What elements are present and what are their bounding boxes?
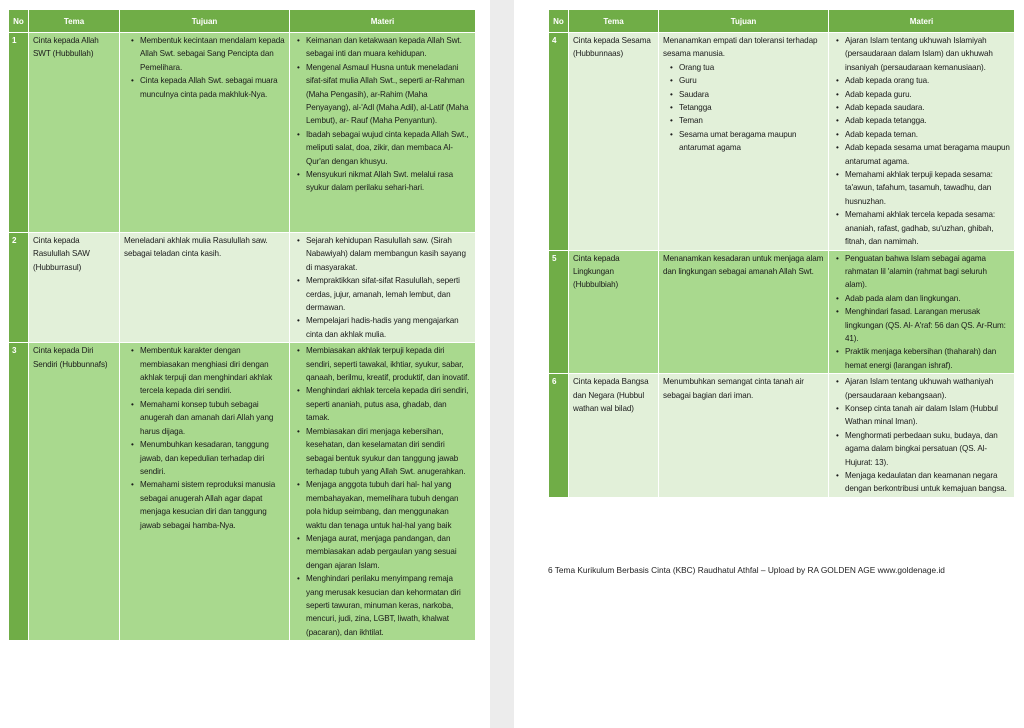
table-row [9, 343, 476, 641]
list-item: • Praktik menjaga kebersihan (thaharah) dan hemat energi (larangan ishraf). [845, 345, 1010, 372]
list-item: • Penguatan bahwa Islam sebagai agama rahmatan lil 'alamin (rahmat bagi seluruh alam). [845, 252, 1010, 292]
row-tujuan: Menumbuhkan semangat cinta tanah air sebagai bagian dari iman. [659, 374, 829, 498]
header-tujuan: Tujuan [659, 10, 829, 33]
table-row [549, 33, 1015, 251]
list-item: • Mempelajari hadis-hadis yang mengajarkan cinta dan akhlak mulia. [306, 314, 471, 341]
list-item: • Membiasakan diri menjaga kebersihan, kesehatan, dan keselamatan diri sendiri sebagai bentuk syukur dan tanggung jawab terhadap tubuh yang Allah Swt. anugerahkan. [306, 425, 471, 479]
row-materi [829, 250, 1015, 374]
table-row [9, 233, 476, 343]
table-row [549, 374, 1015, 498]
table-row [9, 33, 476, 233]
list-item: • Ajaran Islam tentang ukhuwah Islamiyah (persaudaraan dalam Islam) dan ukhuwah insaniyah (persaudaraan kemanusiaan). [845, 34, 1010, 74]
header-tema: Tema [29, 10, 120, 33]
list-item: • Konsep cinta tanah air dalam Islam (Hubbul Wathan minal Iman). [845, 402, 1010, 429]
list-item: • Memahami akhlak tercela kepada sesama: ananiah, rafast, gadhab, su'uzhan, ghibah, fitnah, dan namimah. [845, 208, 1010, 248]
row-tujuan: Meneladani akhlak mulia Rasulullah saw. sebagai teladan cinta kasih. [120, 233, 290, 343]
row-number: 6 [549, 374, 569, 498]
list-item: • Sesama umat beragama maupun antarumat agama [679, 128, 824, 155]
list-item: • Saudara [679, 88, 824, 101]
list-item: • Memahami konsep tubuh sebagai anugerah dan amanah dari Allah yang harus dijaga. [140, 398, 285, 438]
row-materi [829, 33, 1015, 251]
header-no: No [9, 10, 29, 33]
list-item: • Sejarah kehidupan Rasulullah saw. (Sirah Nabawiyah) dalam membangun kasih sayang di masyarakat. [306, 234, 471, 274]
header-no: No [549, 10, 569, 33]
curriculum-table-left [8, 9, 476, 641]
row-number: 2 [9, 233, 29, 343]
row-materi [290, 233, 476, 343]
list-item: • Adab kepada saudara. [845, 101, 1010, 114]
row-materi [290, 33, 476, 233]
list-item: • Memahami sistem reproduksi manusia sebagai anugerah Allah agar dapat menjaga kesucian diri dan tanggung jawab sebagai hamba-Nya. [140, 478, 285, 532]
row-tema: Cinta kepada Diri Sendiri (Hubbunnafs) [29, 343, 120, 641]
header-materi: Materi [290, 10, 476, 33]
list-item: • Menghindari akhlak tercela kepada diri sendiri, seperti ananiah, putus asa, ghadab, dan tamak. [306, 384, 471, 424]
row-tujuan [120, 343, 290, 641]
document-caption: 6 Tema Kurikulum Berbasis Cinta (KBC) Raudhatul Athfal – Upload by RA GOLDEN AGE www.goldenage.id [548, 565, 945, 575]
row-tema: Cinta kepada Rasulullah SAW (Hubburrasul) [29, 233, 120, 343]
list-item: • Menjaga aurat, menjaga pandangan, dan membiasakan adab pergaulan yang sesuai dengan ajaran Islam. [306, 532, 471, 572]
list-item: • Orang tua [679, 61, 824, 74]
list-item: • Ibadah sebagai wujud cinta kepada Allah Swt., meliputi salat, doa, zikir, dan membaca Al-Qur'an dengan khusyu. [306, 128, 471, 168]
table-header-row [549, 10, 1015, 33]
header-tujuan: Tujuan [120, 10, 290, 33]
row-tema: Cinta kepada Lingkungan (Hubbulbiah) [569, 250, 659, 374]
list-item: • Membiasakan akhlak terpuji kepada diri sendiri, seperti tawakal, ikhtiar, syukur, sabar, qanaah, berilmu, kreatif, produktif, dan inovatif. [306, 344, 471, 384]
list-item: • Adab kepada orang tua. [845, 74, 1010, 87]
header-materi: Materi [829, 10, 1015, 33]
row-tema: Cinta kepada Allah SWT (Hubbullah) [29, 33, 120, 233]
table-row [549, 250, 1015, 374]
list-item: • Menjaga anggota tubuh dari hal- hal yang membahayakan, memelihara tubuh dengan pola hidup seimbang, dan menggunakan waktu dan tenaga untuk hal-hal yang baik [306, 478, 471, 532]
list-item: • Menghindari perilaku menyimpang remaja yang merusak kesucian dan kehormatan diri seperti tawuran, minuman keras, narkoba, mencuri, judi, zina, LGBT, liwath, khalwat (pacaran), dan ikhtilat. [306, 572, 471, 639]
row-number: 4 [549, 33, 569, 251]
list-item: • Adab kepada sesama umat beragama maupun antarumat agama. [845, 141, 1010, 168]
list-item: • Adab kepada guru. [845, 88, 1010, 101]
row-materi [290, 343, 476, 641]
list-item: • Menghindari fasad. Larangan merusak lingkungan (QS. Al- A'raf: 56 dan QS. Ar-Rum: 41). [845, 305, 1010, 345]
list-item: • Menumbuhkan kesadaran, tanggung jawab, dan kepedulian terhadap diri sendiri. [140, 438, 285, 478]
row-number: 3 [9, 343, 29, 641]
list-item: • Ajaran Islam tentang ukhuwah wathaniyah (persaudaraan kebangsaan). [845, 375, 1010, 402]
row-number: 5 [549, 250, 569, 374]
list-item: • Tetangga [679, 101, 824, 114]
curriculum-table-right [548, 9, 1015, 498]
list-item: • Membentuk kecintaan mendalam kepada Allah Swt. sebagai Sang Pencipta dan Pemelihara. [140, 34, 285, 74]
list-item: • Mensyukuri nikmat Allah Swt. melalui rasa syukur dalam perilaku sehari-hari. [306, 168, 471, 195]
row-tema: Cinta kepada Bangsa dan Negara (Hubbul wathan wal bilad) [569, 374, 659, 498]
row-number: 1 [9, 33, 29, 233]
list-item: • Memahami akhlak terpuji kepada sesama: ta'awun, tafahum, tasamuh, tawadhu, dan husnuzhan. [845, 168, 1010, 208]
tujuan-intro: Menanamkan empati dan toleransi terhadap sesama manusia. [663, 36, 818, 59]
document-page-left [0, 0, 490, 728]
list-item: • Keimanan dan ketakwaan kepada Allah Swt. sebagai inti dan muara kehidupan. [306, 34, 471, 61]
list-item: • Mempraktikkan sifat-sifat Rasulullah, seperti cerdas, jujur, amanah, lemah lembut, dan dermawan. [306, 274, 471, 314]
row-tema: Cinta kepada Sesama (Hubbunnaas) [569, 33, 659, 251]
header-tema: Tema [569, 10, 659, 33]
list-item: • Adab kepada tetangga. [845, 114, 1010, 127]
list-item: • Adab kepada teman. [845, 128, 1010, 141]
list-item: • Mengenal Asmaul Husna untuk meneladani sifat-sifat mulia Allah Swt., seperti ar-Rahman (Maha Pengasih), ar-Rahim (Maha Penyayang), al-'Adl (Maha Adil), al-Latif (Maha Lembut), ar- Rauf (Maha Penyantun). [306, 61, 471, 128]
row-tujuan: Menanamkan kesadaran untuk menjaga alam dan lingkungan sebagai amanah Allah Swt. [659, 250, 829, 374]
table-header-row [9, 10, 476, 33]
list-item: • Cinta kepada Allah Swt. sebagai muara munculnya cinta pada makhluk-Nya. [140, 74, 285, 101]
row-materi [829, 374, 1015, 498]
list-item: • Menghormati perbedaan suku, budaya, dan agama dalam bingkai persatuan (QS. Al- Hujurat: 13). [845, 429, 1010, 469]
list-item: • Teman [679, 114, 824, 127]
row-tujuan [120, 33, 290, 233]
list-item: • Adab pada alam dan lingkungan. [845, 292, 1010, 305]
list-item: • Guru [679, 74, 824, 87]
document-page-right [514, 0, 1024, 728]
list-item: • Menjaga kedaulatan dan keamanan negara dengan berkontribusi untuk kemajuan bangsa. [845, 469, 1010, 496]
list-item: • Membentuk karakter dengan membiasakan menghiasi diri dengan akhlak terpuji dan menghindari akhlak tercela kepada diri sendiri. [140, 344, 285, 398]
row-tujuan [659, 33, 829, 251]
